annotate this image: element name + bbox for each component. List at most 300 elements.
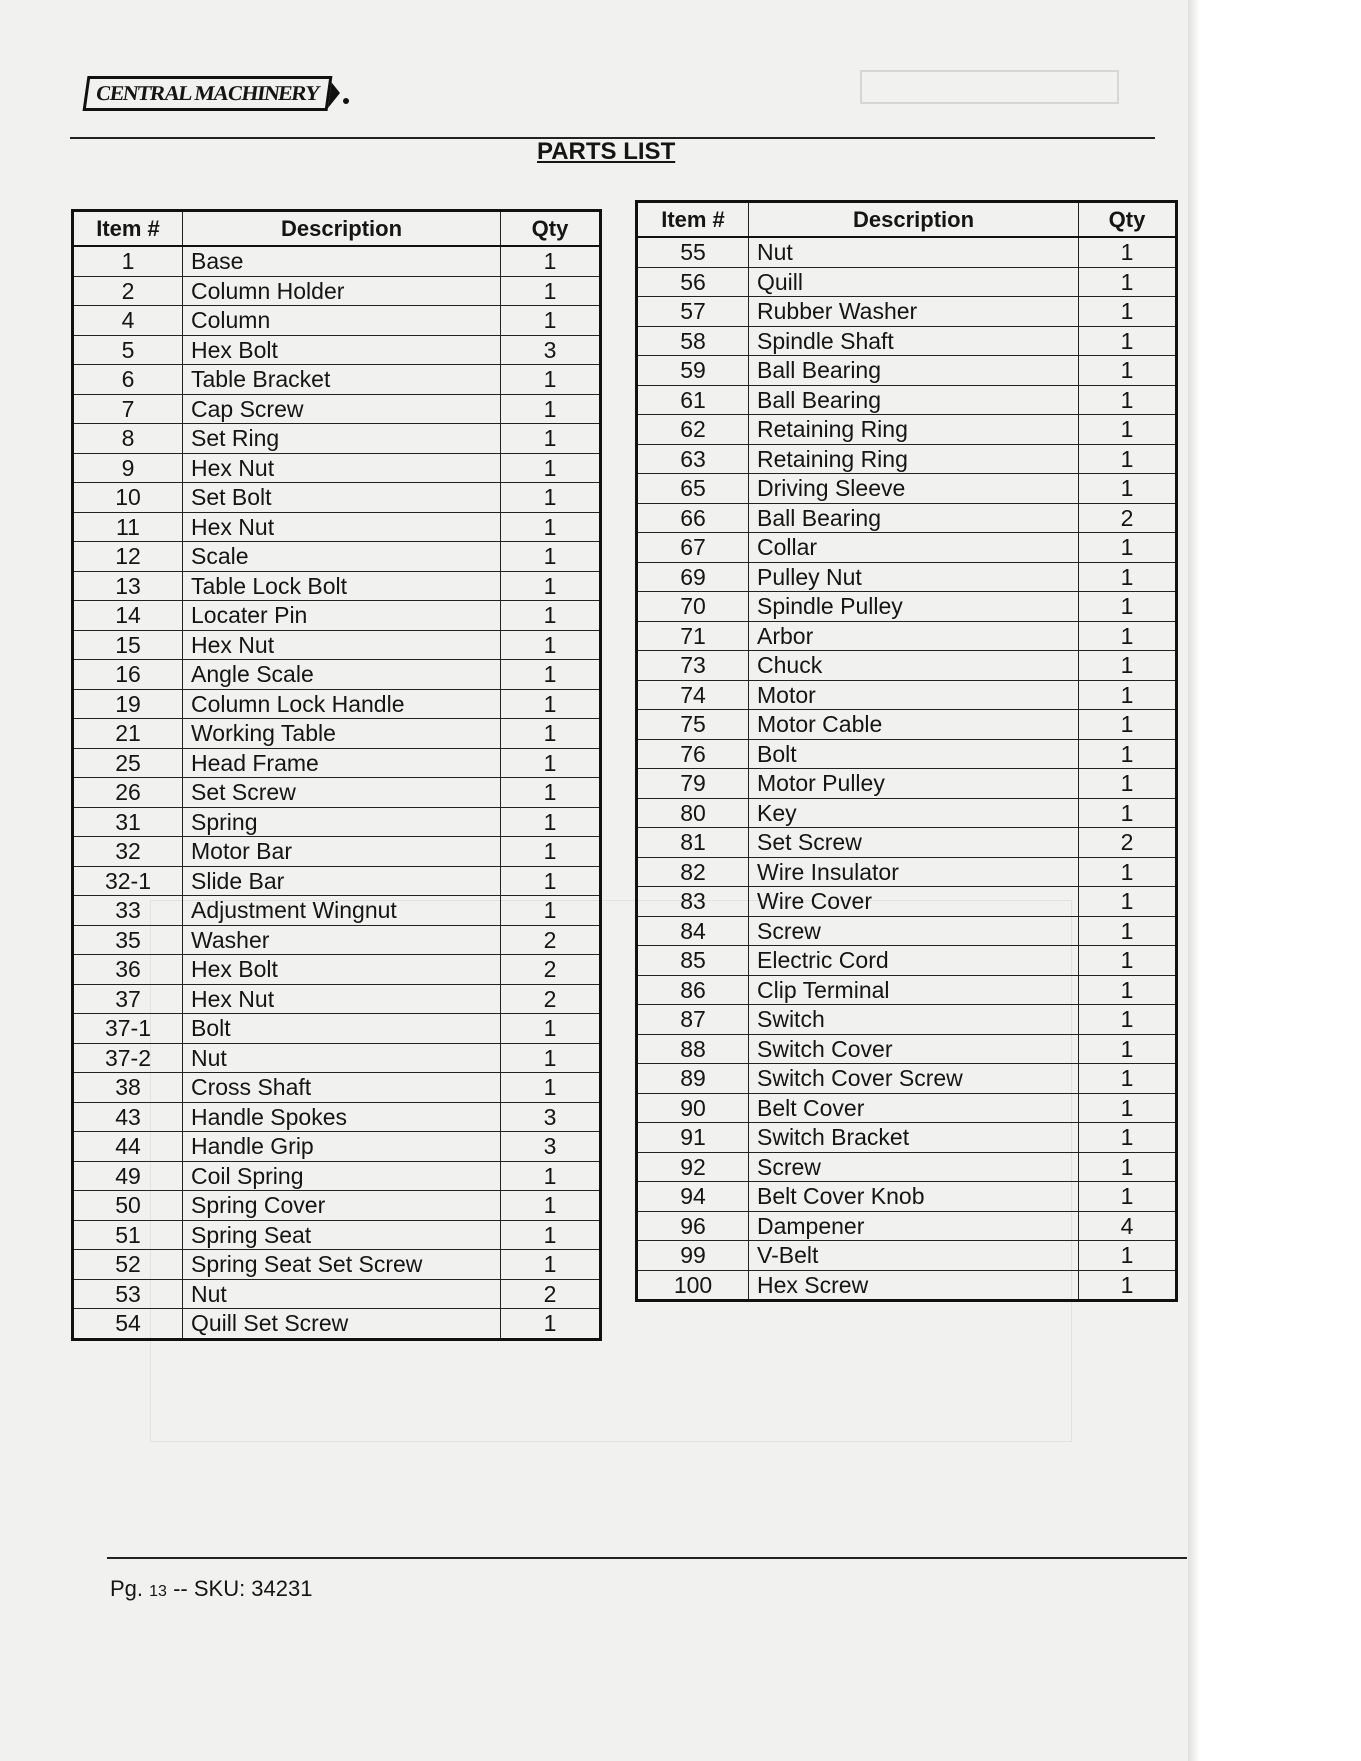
- item-number-cell: 19: [73, 689, 183, 719]
- quantity-cell: 1: [1079, 385, 1177, 415]
- quantity-cell: 1: [1079, 916, 1177, 946]
- item-number-cell: 83: [637, 887, 749, 917]
- table-row: [73, 276, 601, 306]
- quantity-cell: 1: [501, 246, 601, 276]
- description-cell: Key: [749, 798, 1079, 828]
- column-header-description: Description: [749, 202, 1079, 238]
- table-row: [73, 984, 601, 1014]
- quantity-cell: 1: [1079, 562, 1177, 592]
- description-cell: Hex Bolt: [183, 335, 501, 365]
- item-number-cell: 71: [637, 621, 749, 651]
- quantity-cell: 1: [501, 1014, 601, 1044]
- table-row: [637, 1182, 1177, 1212]
- table-row: [637, 267, 1177, 297]
- item-number-cell: 91: [637, 1123, 749, 1153]
- item-number-cell: 2: [73, 276, 183, 306]
- item-number-cell: 99: [637, 1241, 749, 1271]
- table-row: [73, 1191, 601, 1221]
- table-row: [73, 807, 601, 837]
- column-header-qty: Qty: [1079, 202, 1177, 238]
- table-row: [637, 474, 1177, 504]
- description-cell: Washer: [183, 925, 501, 955]
- item-number-cell: 86: [637, 975, 749, 1005]
- table-row: [73, 837, 601, 867]
- table-row: [73, 542, 601, 572]
- quantity-cell: 2: [501, 925, 601, 955]
- description-cell: Screw: [749, 1152, 1079, 1182]
- description-cell: Hex Nut: [183, 984, 501, 1014]
- quantity-cell: 1: [501, 542, 601, 572]
- quantity-cell: 1: [501, 365, 601, 395]
- item-number-cell: 6: [73, 365, 183, 395]
- item-number-cell: 9: [73, 453, 183, 483]
- page-edge-shadow: [1188, 0, 1200, 1761]
- table-row: [73, 1220, 601, 1250]
- table-row: [73, 424, 601, 454]
- item-number-cell: 85: [637, 946, 749, 976]
- quantity-cell: 1: [1079, 975, 1177, 1005]
- description-cell: Nut: [183, 1279, 501, 1309]
- page-label: Pg.: [110, 1576, 144, 1601]
- description-cell: Column: [183, 306, 501, 336]
- item-number-cell: 66: [637, 503, 749, 533]
- quantity-cell: 1: [1079, 326, 1177, 356]
- item-number-cell: 100: [637, 1270, 749, 1301]
- item-number-cell: 96: [637, 1211, 749, 1241]
- description-cell: Head Frame: [183, 748, 501, 778]
- quantity-cell: 1: [1079, 1034, 1177, 1064]
- item-number-cell: 32-1: [73, 866, 183, 896]
- column-header-item: Item #: [637, 202, 749, 238]
- description-cell: Angle Scale: [183, 660, 501, 690]
- brand-logo: [85, 78, 349, 108]
- description-cell: Hex Screw: [749, 1270, 1079, 1301]
- quantity-cell: 1: [501, 778, 601, 808]
- item-number-cell: 82: [637, 857, 749, 887]
- item-number-cell: 32: [73, 837, 183, 867]
- item-number-cell: 70: [637, 592, 749, 622]
- table-row: [73, 748, 601, 778]
- description-cell: Switch Cover Screw: [749, 1064, 1079, 1094]
- table-row: [73, 1250, 601, 1280]
- table-row: [73, 1073, 601, 1103]
- quantity-cell: 1: [1079, 621, 1177, 651]
- item-number-cell: 87: [637, 1005, 749, 1035]
- bleed-through-logo: [860, 70, 1119, 104]
- description-cell: Arbor: [749, 621, 1079, 651]
- table-row: [73, 689, 601, 719]
- table-row: [637, 828, 1177, 858]
- quantity-cell: 4: [1079, 1211, 1177, 1241]
- item-number-cell: 10: [73, 483, 183, 513]
- table-row: [73, 365, 601, 395]
- page-footer: [110, 1576, 312, 1602]
- table-row: [73, 1102, 601, 1132]
- table-row: [73, 719, 601, 749]
- quantity-cell: 1: [1079, 739, 1177, 769]
- quantity-cell: 1: [501, 276, 601, 306]
- table-row: [73, 394, 601, 424]
- item-number-cell: 75: [637, 710, 749, 740]
- parts-table-left: [71, 209, 602, 1341]
- quantity-cell: 1: [1079, 474, 1177, 504]
- description-cell: Ball Bearing: [749, 385, 1079, 415]
- column-header-description: Description: [183, 211, 501, 247]
- quantity-cell: 1: [501, 571, 601, 601]
- description-cell: Quill Set Screw: [183, 1309, 501, 1340]
- table-row: [637, 1034, 1177, 1064]
- parts-table-right: [635, 200, 1178, 1302]
- item-number-cell: 92: [637, 1152, 749, 1182]
- item-number-cell: 38: [73, 1073, 183, 1103]
- table-header-row: [73, 211, 601, 247]
- item-number-cell: 14: [73, 601, 183, 631]
- description-cell: Set Ring: [183, 424, 501, 454]
- description-cell: Spring Cover: [183, 1191, 501, 1221]
- table-row: [637, 798, 1177, 828]
- quantity-cell: 1: [1079, 415, 1177, 445]
- item-number-cell: 56: [637, 267, 749, 297]
- item-number-cell: 79: [637, 769, 749, 799]
- table-row: [637, 562, 1177, 592]
- item-number-cell: 52: [73, 1250, 183, 1280]
- table-row: [73, 1161, 601, 1191]
- quantity-cell: 1: [501, 453, 601, 483]
- logo-text: CENTRAL MACHINERY: [83, 76, 333, 111]
- quantity-cell: 1: [501, 837, 601, 867]
- item-number-cell: 67: [637, 533, 749, 563]
- item-number-cell: 26: [73, 778, 183, 808]
- item-number-cell: 13: [73, 571, 183, 601]
- item-number-cell: 33: [73, 896, 183, 926]
- table-row: [73, 1043, 601, 1073]
- description-cell: Bolt: [749, 739, 1079, 769]
- quantity-cell: 1: [1079, 533, 1177, 563]
- item-number-cell: 25: [73, 748, 183, 778]
- table-row: [637, 1093, 1177, 1123]
- table-row: [637, 444, 1177, 474]
- quantity-cell: 1: [1079, 857, 1177, 887]
- description-cell: Scale: [183, 542, 501, 572]
- quantity-cell: 1: [501, 483, 601, 513]
- description-cell: Spring Seat Set Screw: [183, 1250, 501, 1280]
- quantity-cell: 3: [501, 1102, 601, 1132]
- table-row: [637, 946, 1177, 976]
- quantity-cell: 1: [1079, 887, 1177, 917]
- table-row: [637, 1241, 1177, 1271]
- quantity-cell: 2: [501, 984, 601, 1014]
- table-row: [73, 306, 601, 336]
- table-row: [73, 1279, 601, 1309]
- description-cell: Ball Bearing: [749, 503, 1079, 533]
- quantity-cell: 3: [501, 1132, 601, 1162]
- table-row: [637, 1152, 1177, 1182]
- description-cell: Locater Pin: [183, 601, 501, 631]
- quantity-cell: 1: [501, 866, 601, 896]
- item-number-cell: 88: [637, 1034, 749, 1064]
- item-number-cell: 43: [73, 1102, 183, 1132]
- description-cell: Clip Terminal: [749, 975, 1079, 1005]
- table-row: [73, 246, 601, 276]
- quantity-cell: 1: [1079, 651, 1177, 681]
- description-cell: Set Screw: [749, 828, 1079, 858]
- table-row: [637, 887, 1177, 917]
- table-row: [637, 710, 1177, 740]
- table-row: [73, 483, 601, 513]
- item-number-cell: 89: [637, 1064, 749, 1094]
- item-number-cell: 4: [73, 306, 183, 336]
- quantity-cell: 1: [1079, 946, 1177, 976]
- table-row: [73, 778, 601, 808]
- description-cell: Wire Cover: [749, 887, 1079, 917]
- table-row: [637, 975, 1177, 1005]
- table-row: [637, 503, 1177, 533]
- table-row: [73, 571, 601, 601]
- quantity-cell: 1: [1079, 1093, 1177, 1123]
- description-cell: Spring: [183, 807, 501, 837]
- table-row: [637, 297, 1177, 327]
- description-cell: Spindle Pulley: [749, 592, 1079, 622]
- quantity-cell: 1: [501, 424, 601, 454]
- table-row: [73, 660, 601, 690]
- description-cell: Working Table: [183, 719, 501, 749]
- quantity-cell: 1: [501, 1220, 601, 1250]
- description-cell: Retaining Ring: [749, 444, 1079, 474]
- quantity-cell: 1: [501, 1191, 601, 1221]
- quantity-cell: 1: [1079, 769, 1177, 799]
- quantity-cell: 1: [501, 306, 601, 336]
- item-number-cell: 57: [637, 297, 749, 327]
- description-cell: Switch Cover: [749, 1034, 1079, 1064]
- description-cell: Set Screw: [183, 778, 501, 808]
- description-cell: Set Bolt: [183, 483, 501, 513]
- quantity-cell: 1: [501, 748, 601, 778]
- quantity-cell: 1: [501, 807, 601, 837]
- description-cell: Spindle Shaft: [749, 326, 1079, 356]
- item-number-cell: 63: [637, 444, 749, 474]
- description-cell: Belt Cover Knob: [749, 1182, 1079, 1212]
- item-number-cell: 21: [73, 719, 183, 749]
- description-cell: Table Lock Bolt: [183, 571, 501, 601]
- item-number-cell: 69: [637, 562, 749, 592]
- quantity-cell: 1: [501, 512, 601, 542]
- description-cell: Nut: [183, 1043, 501, 1073]
- item-number-cell: 11: [73, 512, 183, 542]
- description-cell: Collar: [749, 533, 1079, 563]
- table-row: [73, 601, 601, 631]
- quantity-cell: 2: [1079, 503, 1177, 533]
- table-row: [73, 866, 601, 896]
- description-cell: Screw: [749, 916, 1079, 946]
- quantity-cell: 1: [501, 394, 601, 424]
- description-cell: Cross Shaft: [183, 1073, 501, 1103]
- item-number-cell: 54: [73, 1309, 183, 1340]
- item-number-cell: 44: [73, 1132, 183, 1162]
- item-number-cell: 49: [73, 1161, 183, 1191]
- column-header-item: Item #: [73, 211, 183, 247]
- description-cell: Cap Screw: [183, 394, 501, 424]
- description-cell: Pulley Nut: [749, 562, 1079, 592]
- table-row: [73, 1014, 601, 1044]
- table-row: [637, 621, 1177, 651]
- description-cell: Driving Sleeve: [749, 474, 1079, 504]
- item-number-cell: 80: [637, 798, 749, 828]
- table-row: [637, 356, 1177, 386]
- quantity-cell: 2: [1079, 828, 1177, 858]
- item-number-cell: 50: [73, 1191, 183, 1221]
- item-number-cell: 37: [73, 984, 183, 1014]
- item-number-cell: 65: [637, 474, 749, 504]
- table-row: [637, 592, 1177, 622]
- description-cell: Nut: [749, 237, 1079, 267]
- description-cell: Hex Nut: [183, 512, 501, 542]
- table-row: [637, 326, 1177, 356]
- table-row: [637, 237, 1177, 267]
- table-row: [637, 857, 1177, 887]
- description-cell: Table Bracket: [183, 365, 501, 395]
- quantity-cell: 1: [1079, 592, 1177, 622]
- table-row: [637, 680, 1177, 710]
- item-number-cell: 55: [637, 237, 749, 267]
- table-row: [73, 896, 601, 926]
- quantity-cell: 1: [501, 1309, 601, 1340]
- description-cell: Slide Bar: [183, 866, 501, 896]
- table-row: [73, 335, 601, 365]
- column-header-qty: Qty: [501, 211, 601, 247]
- item-number-cell: 37-2: [73, 1043, 183, 1073]
- description-cell: Hex Nut: [183, 453, 501, 483]
- description-cell: Chuck: [749, 651, 1079, 681]
- item-number-cell: 74: [637, 680, 749, 710]
- description-cell: Electric Cord: [749, 946, 1079, 976]
- quantity-cell: 1: [1079, 297, 1177, 327]
- description-cell: Motor: [749, 680, 1079, 710]
- item-number-cell: 59: [637, 356, 749, 386]
- item-number-cell: 51: [73, 1220, 183, 1250]
- item-number-cell: 62: [637, 415, 749, 445]
- quantity-cell: 1: [501, 660, 601, 690]
- page-title: PARTS LIST: [537, 138, 676, 165]
- item-number-cell: 58: [637, 326, 749, 356]
- table-row: [637, 769, 1177, 799]
- description-cell: Motor Cable: [749, 710, 1079, 740]
- item-number-cell: 61: [637, 385, 749, 415]
- description-cell: Hex Nut: [183, 630, 501, 660]
- item-number-cell: 76: [637, 739, 749, 769]
- table-row: [637, 415, 1177, 445]
- table-row: [637, 1123, 1177, 1153]
- description-cell: Switch: [749, 1005, 1079, 1035]
- description-cell: Spring Seat: [183, 1220, 501, 1250]
- description-cell: Quill: [749, 267, 1079, 297]
- quantity-cell: 2: [501, 1279, 601, 1309]
- item-number-cell: 36: [73, 955, 183, 985]
- quantity-cell: 1: [501, 630, 601, 660]
- description-cell: Column Holder: [183, 276, 501, 306]
- table-row: [637, 1211, 1177, 1241]
- table-row: [73, 1309, 601, 1340]
- quantity-cell: 3: [501, 335, 601, 365]
- item-number-cell: 16: [73, 660, 183, 690]
- description-cell: Handle Grip: [183, 1132, 501, 1162]
- description-cell: Dampener: [749, 1211, 1079, 1241]
- item-number-cell: 84: [637, 916, 749, 946]
- description-cell: Rubber Washer: [749, 297, 1079, 327]
- table-row: [73, 1132, 601, 1162]
- table-row: [637, 1064, 1177, 1094]
- description-cell: Retaining Ring: [749, 415, 1079, 445]
- quantity-cell: 1: [1079, 356, 1177, 386]
- quantity-cell: 1: [1079, 1270, 1177, 1301]
- footer-rule: [107, 1557, 1187, 1559]
- item-number-cell: 15: [73, 630, 183, 660]
- description-cell: Motor Pulley: [749, 769, 1079, 799]
- quantity-cell: 1: [1079, 444, 1177, 474]
- item-number-cell: 53: [73, 1279, 183, 1309]
- description-cell: Adjustment Wingnut: [183, 896, 501, 926]
- quantity-cell: 1: [1079, 267, 1177, 297]
- table-header-row: [637, 202, 1177, 238]
- table-row: [73, 512, 601, 542]
- table-row: [73, 630, 601, 660]
- table-row: [637, 1270, 1177, 1301]
- quantity-cell: 1: [501, 1161, 601, 1191]
- quantity-cell: 1: [501, 896, 601, 926]
- quantity-cell: 1: [1079, 710, 1177, 740]
- quantity-cell: 1: [501, 1043, 601, 1073]
- quantity-cell: 1: [1079, 1152, 1177, 1182]
- quantity-cell: 1: [1079, 680, 1177, 710]
- description-cell: V-Belt: [749, 1241, 1079, 1271]
- item-number-cell: 37-1: [73, 1014, 183, 1044]
- item-number-cell: 1: [73, 246, 183, 276]
- table-row: [637, 1005, 1177, 1035]
- table-row: [73, 955, 601, 985]
- table-row: [73, 453, 601, 483]
- description-cell: Hex Bolt: [183, 955, 501, 985]
- table-row: [73, 925, 601, 955]
- description-cell: Wire Insulator: [749, 857, 1079, 887]
- description-cell: Switch Bracket: [749, 1123, 1079, 1153]
- registered-dot-icon: [343, 98, 349, 104]
- quantity-cell: 1: [1079, 798, 1177, 828]
- item-number-cell: 94: [637, 1182, 749, 1212]
- description-cell: Bolt: [183, 1014, 501, 1044]
- table-row: [637, 916, 1177, 946]
- quantity-cell: 1: [501, 719, 601, 749]
- item-number-cell: 31: [73, 807, 183, 837]
- quantity-cell: 2: [501, 955, 601, 985]
- sku-label: -- SKU: 34231: [173, 1576, 313, 1601]
- quantity-cell: 1: [1079, 237, 1177, 267]
- item-number-cell: 81: [637, 828, 749, 858]
- item-number-cell: 73: [637, 651, 749, 681]
- description-cell: Motor Bar: [183, 837, 501, 867]
- table-row: [637, 533, 1177, 563]
- item-number-cell: 12: [73, 542, 183, 572]
- item-number-cell: 35: [73, 925, 183, 955]
- table-row: [637, 385, 1177, 415]
- quantity-cell: 1: [501, 1073, 601, 1103]
- quantity-cell: 1: [1079, 1182, 1177, 1212]
- quantity-cell: 1: [1079, 1064, 1177, 1094]
- description-cell: Column Lock Handle: [183, 689, 501, 719]
- description-cell: Base: [183, 246, 501, 276]
- description-cell: Belt Cover: [749, 1093, 1079, 1123]
- quantity-cell: 1: [1079, 1005, 1177, 1035]
- quantity-cell: 1: [501, 689, 601, 719]
- table-row: [637, 651, 1177, 681]
